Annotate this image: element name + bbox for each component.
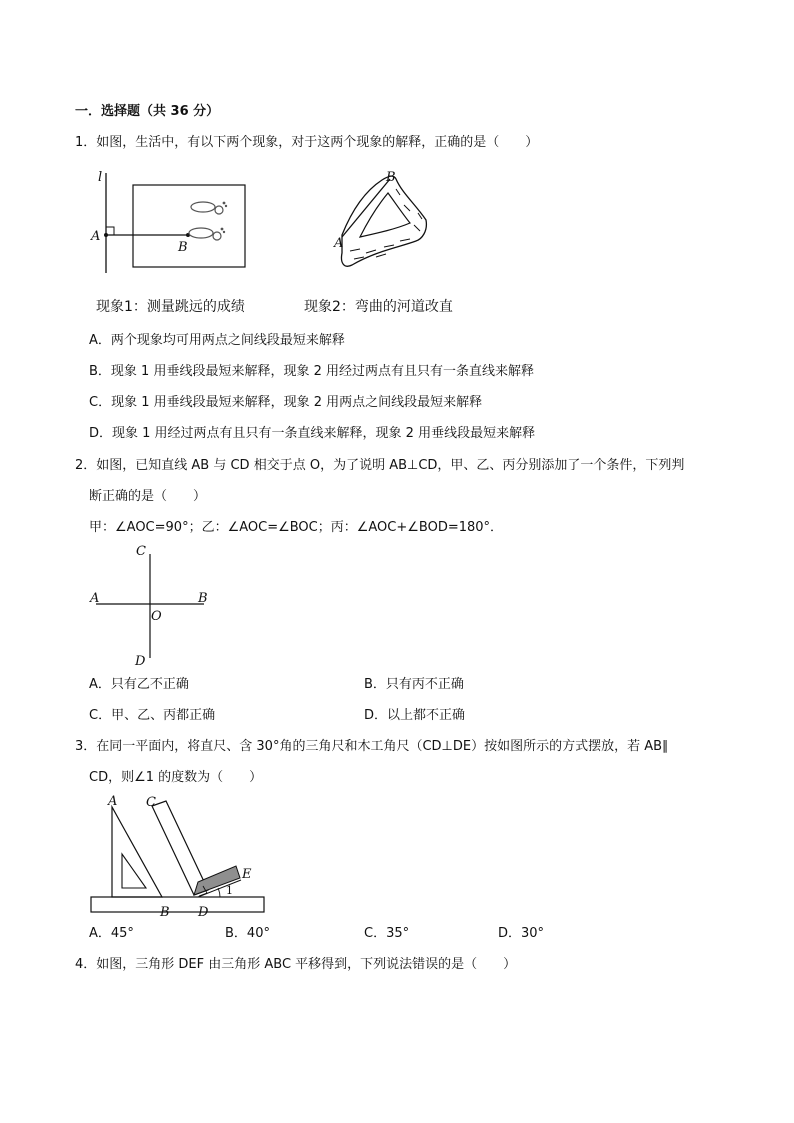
- q1-option-a[interactable]: A．两个现象均可用两点之间线段最短来解释: [89, 333, 345, 348]
- label-a: A: [91, 229, 101, 244]
- label-d: D: [135, 654, 146, 669]
- sand-pit: [133, 185, 245, 267]
- question-4-stem: 4．如图，三角形 DEF 由三角形 ABC 平移得到，下列说法错误的是（ ）: [75, 957, 517, 972]
- label-l: l: [98, 170, 103, 185]
- triangle-ruler-cutout: [122, 854, 146, 888]
- question-3-stem-continued: CD，则∠1 的度数为（ ）: [89, 770, 263, 785]
- river-inner-bank: [360, 193, 410, 237]
- river-outer-bank: [341, 176, 426, 266]
- q2-option-c[interactable]: C．甲、乙、丙都正确: [89, 708, 216, 723]
- angle-1-arc: [218, 888, 220, 897]
- label-o: O: [151, 609, 162, 624]
- q2-option-b[interactable]: B．只有丙不正确: [364, 677, 464, 692]
- label-a: A: [108, 794, 118, 809]
- q1-option-d[interactable]: D．现象 1 用经过两点有且只有一条直线来解释，现象 2 用垂线段最短来解释: [89, 426, 536, 441]
- carpenter-square-short-arm: [194, 866, 240, 895]
- label-c: C: [136, 544, 146, 559]
- label-b: B: [160, 905, 170, 920]
- caption-phenomenon-1: 现象1：测量跳远的成绩: [96, 299, 245, 315]
- q2-option-d[interactable]: D．以上都不正确: [364, 708, 466, 723]
- q3-option-a[interactable]: A．45°: [89, 926, 134, 941]
- caption-phenomenon-2: 现象2：弯曲的河道改直: [304, 299, 453, 315]
- q1-option-c[interactable]: C．现象 1 用垂线段最短来解释，现象 2 用两点之间线段最短来解释: [89, 395, 483, 410]
- label-b: B: [178, 240, 188, 255]
- straight-ruler: [91, 897, 264, 912]
- question-3-stem: 3．在同一平面内，将直尺、含 30°角的三角尺和木工角尺（CD⊥DE）按如图所示的方式摆放，若 AB∥: [75, 739, 669, 754]
- label-a: A: [90, 591, 100, 606]
- q2-option-a[interactable]: A．只有乙不正确: [89, 677, 189, 692]
- footprint-icon: [189, 202, 227, 240]
- q3-option-d[interactable]: D．30°: [498, 926, 545, 941]
- label-b: B: [386, 170, 396, 185]
- question-2-conditions: 甲：∠AOC=90°；乙：∠AOC=∠BOC；丙：∠AOC+∠BOD=180°．: [89, 520, 504, 535]
- q3-figure-rulers: [86, 792, 271, 922]
- section-title: 一．选择题（共 36 分）: [75, 104, 220, 119]
- q1-figure-river: [330, 165, 430, 275]
- triangle-ruler: [112, 807, 162, 897]
- label-angle-1: 1: [226, 884, 233, 897]
- question-1-stem: 1．如图，生活中，有以下两个现象，对于这两个现象的解释，正确的是（ ）: [75, 135, 539, 150]
- label-e: E: [242, 867, 252, 882]
- q1-figure-long-jump: [88, 165, 258, 275]
- label-a: A: [334, 236, 344, 251]
- question-2-stem-continued: 断正确的是（ ）: [89, 489, 207, 504]
- label-d: D: [198, 905, 209, 920]
- label-c: C: [146, 795, 156, 810]
- question-2-stem: 2．如图，已知直线 AB 与 CD 相交于点 O，为了说明 AB⊥CD，甲、乙、丙分别添加了一个条件，下列判: [75, 458, 685, 473]
- q2-figure-intersecting-lines: [86, 540, 216, 672]
- label-b: B: [198, 591, 208, 606]
- q3-option-c[interactable]: C．35°: [364, 926, 410, 941]
- q3-option-b[interactable]: B．40°: [225, 926, 270, 941]
- straight-channel: [342, 179, 390, 237]
- q1-option-b[interactable]: B．现象 1 用垂线段最短来解释，现象 2 用经过两点有且只有一条直线来解释: [89, 364, 534, 379]
- point-a: [104, 233, 108, 237]
